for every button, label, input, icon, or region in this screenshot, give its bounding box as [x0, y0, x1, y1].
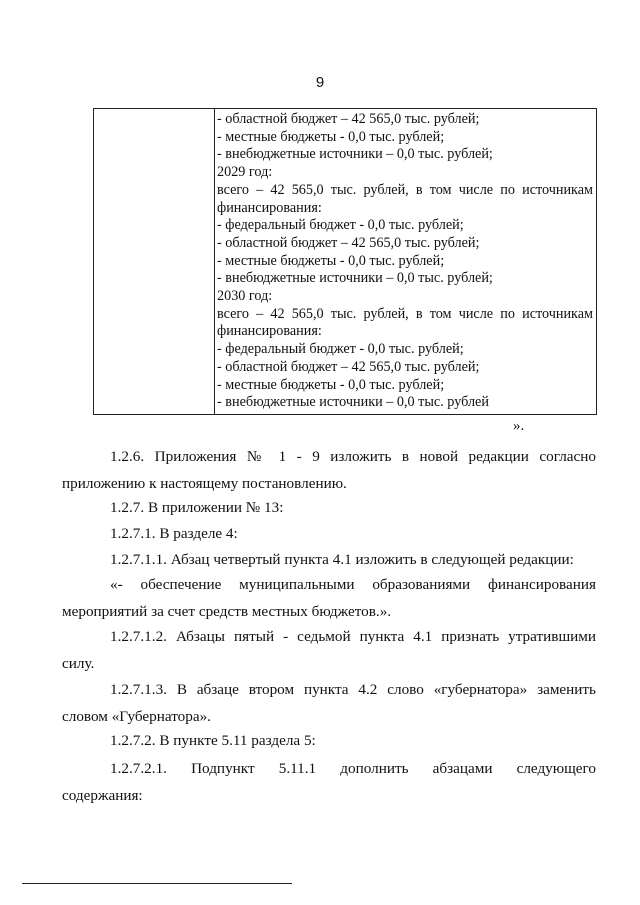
paragraph-1-2-7-1-1	[62, 546, 596, 573]
cell-line: - местные бюджеты - 0,0 тыс. рублей;	[217, 376, 445, 393]
paragraph-1-2-6	[62, 443, 596, 497]
cell-line-year-heading: 2030 год:	[217, 288, 273, 305]
page-number: 9	[315, 74, 325, 91]
paragraph-first-line: 1.2.7.1.2. Абзацы пятый - седьмой пункта 4.1 признать утратившими	[110, 628, 596, 645]
paragraph-continuation: приложению к настоящему постановлению.	[62, 475, 347, 492]
cell-line: финансирования:	[217, 323, 322, 340]
cell-line: - внебюджетные источники – 0,0 тыс. рублей	[217, 394, 489, 411]
cell-line: - местные бюджеты - 0,0 тыс. рублей;	[217, 252, 445, 269]
cell-line: всего – 42 565,0 тыс. рублей, в том числе по источникам	[217, 305, 593, 322]
cell-line: всего – 42 565,0 тыс. рублей, в том числе по источникам	[217, 181, 593, 198]
cell-line: - областной бюджет – 42 565,0 тыс. рублей;	[217, 358, 480, 375]
table-cell-funding	[217, 111, 593, 412]
cell-line: финансирования:	[217, 199, 322, 216]
cell-line: - областной бюджет – 42 565,0 тыс. рублей;	[217, 111, 480, 127]
cell-line: - внебюджетные источники – 0,0 тыс. рублей;	[217, 146, 493, 163]
paragraph-1-2-7-1-2	[62, 623, 596, 677]
paragraph-first-line: 1.2.7.1. В разделе 4:	[110, 525, 238, 542]
paragraph-first-line: 1.2.7.2. В пункте 5.11 раздела 5:	[110, 732, 316, 749]
paragraph-first-line: «- обеспечение муниципальными образованиями финансирования	[110, 576, 596, 593]
cell-line: - федеральный бюджет - 0,0 тыс. рублей;	[217, 217, 464, 234]
closing-quote: ».	[513, 418, 525, 434]
paragraph-first-line: 1.2.7.1.3. В абзаце втором пункта 4.2 слово «губернатора» заменить	[110, 681, 596, 698]
paragraph-continuation: содержания:	[62, 787, 143, 804]
paragraph-first-line: 1.2.6. Приложения № 1 - 9 изложить в новой редакции согласно	[110, 448, 596, 465]
paragraph-first-line: 1.2.7.2.1. Подпункт 5.11.1 дополнить абзацами следующего	[110, 760, 596, 777]
paragraph-1-2-7-2	[62, 727, 596, 754]
paragraph-1-2-7-1	[62, 520, 596, 547]
cell-line: - местные бюджеты - 0,0 тыс. рублей;	[217, 128, 445, 145]
paragraph-1-2-7-2-1	[62, 755, 596, 809]
cell-line: - областной бюджет – 42 565,0 тыс. рублей;	[217, 234, 480, 251]
paragraph-first-line: 1.2.7.1.1. Абзац четвертый пункта 4.1 изложить в следующей редакции:	[110, 551, 574, 568]
table-column-divider	[214, 109, 215, 414]
paragraph-first-line: 1.2.7. В приложении № 13:	[110, 499, 284, 516]
paragraph-continuation: силу.	[62, 655, 95, 672]
cell-line-year-heading: 2029 год:	[217, 164, 273, 181]
paragraph-continuation: словом «Губернатора».	[62, 708, 211, 725]
paragraph-1-2-7	[62, 494, 596, 521]
funding-table	[93, 108, 597, 415]
cell-line: - внебюджетные источники – 0,0 тыс. рублей;	[217, 270, 493, 287]
paragraph-1-2-7-1-3	[62, 676, 596, 730]
cell-line: - федеральный бюджет - 0,0 тыс. рублей;	[217, 341, 464, 358]
paragraph-quoted-amendment	[62, 571, 596, 625]
footnote-rule	[22, 883, 292, 884]
paragraph-continuation: мероприятий за счет средств местных бюджетов.».	[62, 603, 392, 620]
